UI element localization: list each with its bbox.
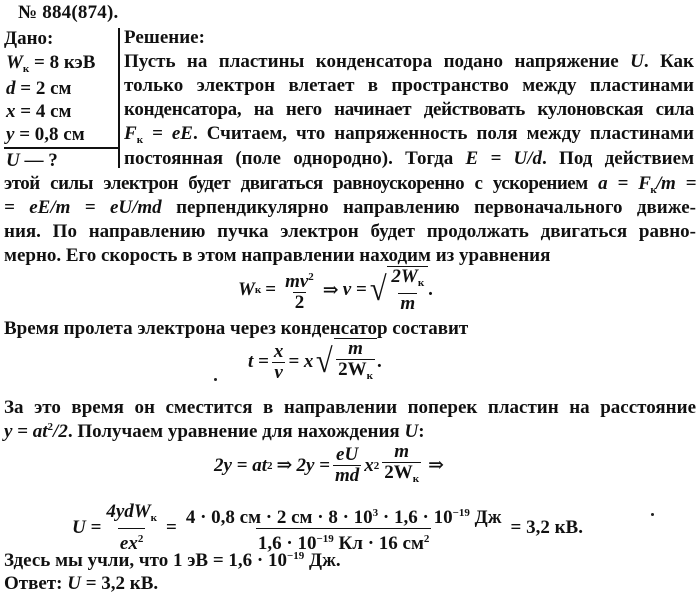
body-line-1: этой силы электрон будет двигаться равноускоренно с ускорением $a = F_к/m$ = xyxy=(4,173,697,196)
formula-flight-time: t = $\frac{x}{v}$ = x √ $\frac{m}{2W_к}$ . xyxy=(248,338,382,386)
problem-number: № 884(874). xyxy=(18,2,119,23)
note-line: Здесь мы учли, что 1 эВ = $1,6 \cdot 10^{-19}$ Дж. xyxy=(4,550,341,571)
given-divider-horizontal xyxy=(4,147,120,149)
body-time-line: Время пролета электрона через конденсатор составит xyxy=(4,318,469,339)
body-displacement-line: За это время он сместится в направлении поперек пластин на расстояние xyxy=(4,397,696,418)
solution-header: Решение: xyxy=(124,27,205,48)
sqrt: √ $\frac{m}{2W_к}$ xyxy=(315,338,377,386)
var-w: W xyxy=(6,52,23,73)
body-line-3: ния. По направлению пучка электрон будет продолжать двигаться равно- xyxy=(4,221,696,242)
given-energy: $W_к = 8$ кэВ xyxy=(6,52,96,75)
given-header: Дано: xyxy=(4,28,54,49)
body-line-4: мерно. Его скорость в этом направлении находим из уравнения xyxy=(4,245,551,266)
body-equation-intro: $y = at^2/2$. Получаем уравнение для нахождения U: xyxy=(4,421,425,442)
solution-line-2: только электрон влетает в пространство между пластинами xyxy=(124,75,694,96)
fraction: $\frac{mv^2}{2}$ xyxy=(285,271,314,313)
solution-line-1: Пусть на пластины конденсатора подано напряжение U. Как xyxy=(124,51,694,72)
answer-line: Ответ: U = 3,2 кВ. xyxy=(4,573,159,594)
formula-voltage-result: U = $\frac{4ydW_к}{ex^2}$ = $\frac{4 \cdot 0,8 см \cdot 2 см \cdot 8 \cdot 10^3 \cdot 1,6 \cdot 10^{-19} Дж}{1,6 \cdot 10^{-19} Кл \cdot 16 см^2}$ = 3,2 кВ. xyxy=(72,501,583,554)
scan-speck xyxy=(214,378,217,381)
scan-speck xyxy=(651,513,654,516)
find-u: U — ? xyxy=(6,150,58,171)
formula-displacement: 2y = at 2 ⇒ 2y = $\frac{eU}{md}$ x 2 $\frac{m}{2W_к}$ ⇒ xyxy=(214,442,448,489)
given-distance-d: d = 2 см xyxy=(6,78,72,99)
solution-line-3: конденсатора, на него начинает действовать кулоновская сила xyxy=(124,99,694,120)
body-line-2: = eE/m = eU/md перпендикулярно направлению первоначального движе- xyxy=(4,197,697,218)
given-deflection-y: y = 0,8 см xyxy=(6,124,85,145)
sqrt: √ $\frac{2W_к}{m}$ xyxy=(369,266,428,314)
formula-kinetic-energy: W к = $\frac{mv^2}{2}$ ⇒ v = √ $\frac{2W_к}{m}$ . xyxy=(238,266,433,314)
solution-line-5: постоянная (поле однородно). Тогда E = U/d. Под действием xyxy=(124,148,695,169)
given-length-x: x = 4 см xyxy=(6,101,72,122)
solution-line-4: $F_к$ = eE. Считаем, что напряженность поля между пластинами xyxy=(124,123,694,146)
